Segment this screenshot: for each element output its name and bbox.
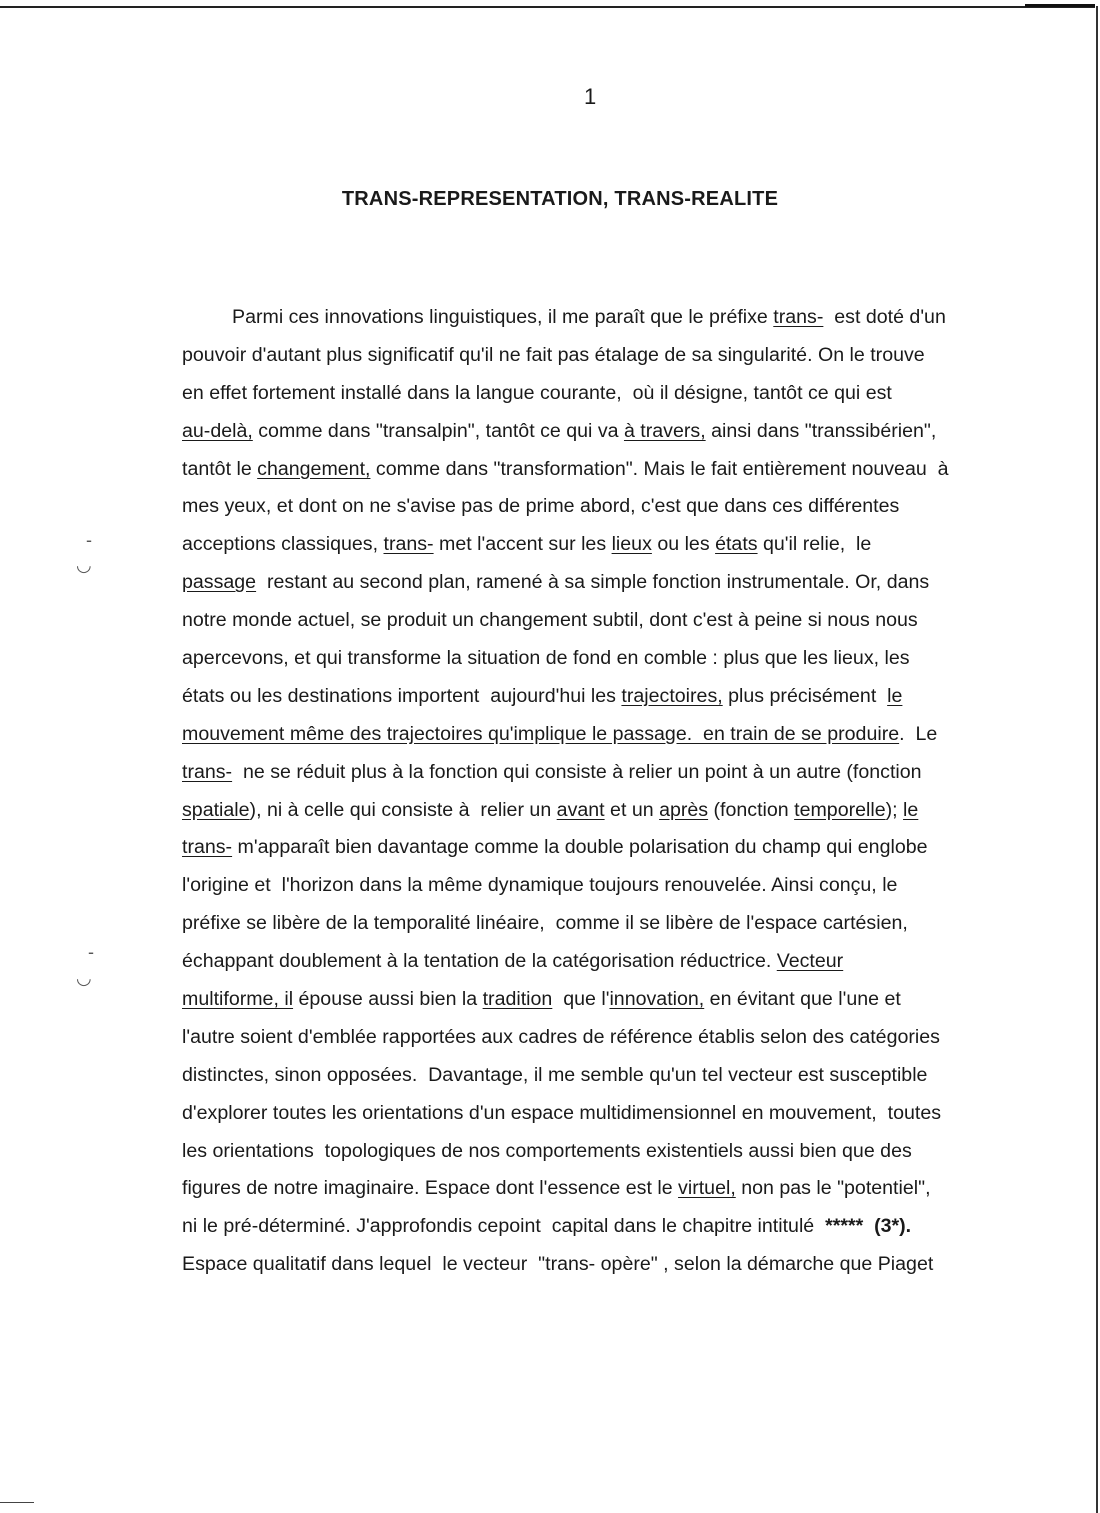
page-number: 1 (584, 84, 597, 109)
body-paragraph (182, 299, 1052, 1284)
underlined-text: le (887, 684, 903, 707)
underlined-text: tradition (482, 988, 553, 1011)
text-line (182, 754, 1052, 792)
text-segment: que l' (552, 988, 610, 1011)
text-line (182, 451, 1052, 489)
text-segment: échappant doublement à la tentation de la catégorisation réductrice. (182, 950, 777, 973)
margin-mark-curve: ◡ (76, 555, 92, 575)
text-segment: l'autre soient d'emblée rapportées aux cadres de référence établis selon des catégories (182, 1025, 940, 1048)
text-segment: Espace qualitatif dans lequel le vecteur "trans- opère" , selon la démarche que Piaget (182, 1253, 934, 1276)
text-segment: ); (885, 798, 904, 821)
text-line (182, 943, 1052, 981)
text-line (182, 792, 1052, 830)
text-segment: ni le pré-déterminé. J'approfondis cepoint capital dans le chapitre intitulé (182, 1215, 826, 1238)
text-segment: comme dans "transalpin", tantôt ce qui va (252, 419, 624, 442)
underlined-text: avant (556, 798, 605, 821)
text-segment: plus précisément (722, 684, 888, 707)
underlined-text: trans- (383, 533, 434, 556)
text-line (182, 981, 1052, 1019)
underlined-text: au-delà, (182, 419, 253, 442)
text-segment: distinctes, sinon opposées. Davantage, il me semble qu'un tel vecteur est susceptible (182, 1063, 928, 1086)
underlined-text: après (659, 798, 709, 821)
text-segment: Parmi ces innovations linguistiques, il me paraît que le préfixe (232, 306, 774, 328)
text-line (182, 299, 1052, 337)
text-segment: ou les (651, 533, 716, 556)
text-segment: tantôt le (182, 457, 258, 480)
underlined-text: spatiale (182, 798, 250, 821)
text-segment: mes yeux, et dont on ne s'avise pas de prime abord, c'est que dans ces différentes (182, 495, 900, 518)
text-segment: qu'il relie, le (757, 533, 872, 556)
text-segment: les orientations topologiques de nos comportements existentiels aussi bien que des (182, 1139, 912, 1162)
underlined-text: lieux (611, 533, 652, 556)
underlined-text: passage (182, 571, 257, 594)
text-segment: restant au second plan, ramené à sa simple fonction instrumentale. Or, dans (256, 571, 930, 594)
text-segment: apercevons, et qui transforme la situation de fond en comble : plus que les lieux, les (182, 647, 910, 670)
text-line (182, 564, 1052, 602)
margin-mark-dash: - (88, 942, 94, 962)
margin-mark-curve: ◡ (76, 968, 92, 988)
text-segment: notre monde actuel, se produit un changement subtil, dont c'est à peine si nous nous (182, 609, 918, 632)
right-page-edge (1096, 6, 1098, 1513)
text-segment: m'apparaît bien davantage comme la double polarisation du champ qui englobe (232, 836, 928, 859)
text-segment: pouvoir d'autant plus significatif qu'il ne fait pas étalage de sa singularité. On le trouve (182, 343, 925, 366)
top-border-rule (0, 6, 1095, 8)
text-segment: non pas le "potentiel", (735, 1177, 931, 1200)
text-line (182, 1133, 1052, 1171)
text-line (182, 1095, 1052, 1133)
text-segment: ), ni à celle qui consiste à relier un (249, 798, 557, 821)
text-segment: figures de notre imaginaire. Espace dont l'essence est le (182, 1177, 679, 1200)
text-segment: états ou les destinations importent aujourd'hui les (182, 684, 622, 707)
text-segment: épouse aussi bien la (293, 988, 483, 1011)
underlined-text: états (715, 533, 758, 556)
text-segment: ainsi dans "transsibérien", (705, 419, 937, 442)
text-line (182, 526, 1052, 564)
top-border-mark (1025, 4, 1095, 7)
text-line (182, 1057, 1052, 1095)
bottom-margin-tick (0, 1502, 34, 1503)
underlined-text: mouvement même des trajectoires qu'implique le passage. en train de se produire (182, 722, 900, 745)
text-line (182, 1208, 1052, 1246)
document-title: TRANS-REPRESENTATION, TRANS-REALITE (341, 188, 779, 210)
underlined-text: Vecteur (776, 950, 844, 973)
text-segment: en effet fortement installé dans la langue courante, où il désigne, tantôt ce qui est (182, 381, 892, 404)
underlined-text: à travers, (623, 419, 706, 442)
underlined-text: multiforme, il (182, 988, 294, 1011)
underlined-text: trans- (182, 760, 233, 783)
text-line (182, 716, 1052, 754)
underlined-text: virtuel, (678, 1177, 736, 1200)
underlined-text: trajectoires, (621, 684, 723, 707)
underlined-text: innovation, (609, 988, 705, 1011)
text-line (182, 678, 1052, 716)
text-segment: . Le (899, 722, 938, 745)
text-segment: (fonction (708, 798, 795, 821)
underlined-text: trans- (182, 836, 233, 859)
margin-mark-dash: - (86, 530, 92, 550)
text-segment: ne se réduit plus à la fonction qui consiste à relier un point à un autre (fonction (232, 760, 922, 783)
text-line (182, 640, 1052, 678)
underlined-text: changement, (257, 457, 371, 480)
text-segment: préfixe se libère de la temporalité linéaire, comme il se libère de l'espace cartésien, (182, 912, 908, 935)
text-line (182, 905, 1052, 943)
text-line (182, 829, 1052, 867)
text-segment: l'origine et l'horizon dans la même dynamique toujours renouvelée. Ainsi conçu, le (182, 874, 898, 897)
text-segment: et un (604, 798, 660, 821)
text-line (182, 337, 1052, 375)
text-line (182, 413, 1052, 451)
text-segment: acceptions classiques, (182, 533, 384, 556)
underlined-text: trans- (773, 306, 824, 328)
text-line (182, 488, 1052, 526)
text-segment: est doté d'un (823, 306, 946, 328)
text-segment: d'explorer toutes les orientations d'un espace multidimensionnel en mouvement, toutes (182, 1101, 942, 1124)
text-segment: met l'accent sur les (433, 533, 612, 556)
text-segment: en évitant que l'une et (704, 988, 901, 1011)
bold-text: ***** (3*). (825, 1215, 912, 1238)
text-line (182, 1246, 1052, 1284)
text-line (182, 1170, 1052, 1208)
text-line (182, 1019, 1052, 1057)
underlined-text: temporelle (794, 798, 886, 821)
text-line (182, 375, 1052, 413)
text-segment: comme dans "transformation". Mais le fait entièrement nouveau à (370, 457, 949, 480)
underlined-text: le (903, 798, 919, 821)
text-line (182, 867, 1052, 905)
text-line (182, 602, 1052, 640)
